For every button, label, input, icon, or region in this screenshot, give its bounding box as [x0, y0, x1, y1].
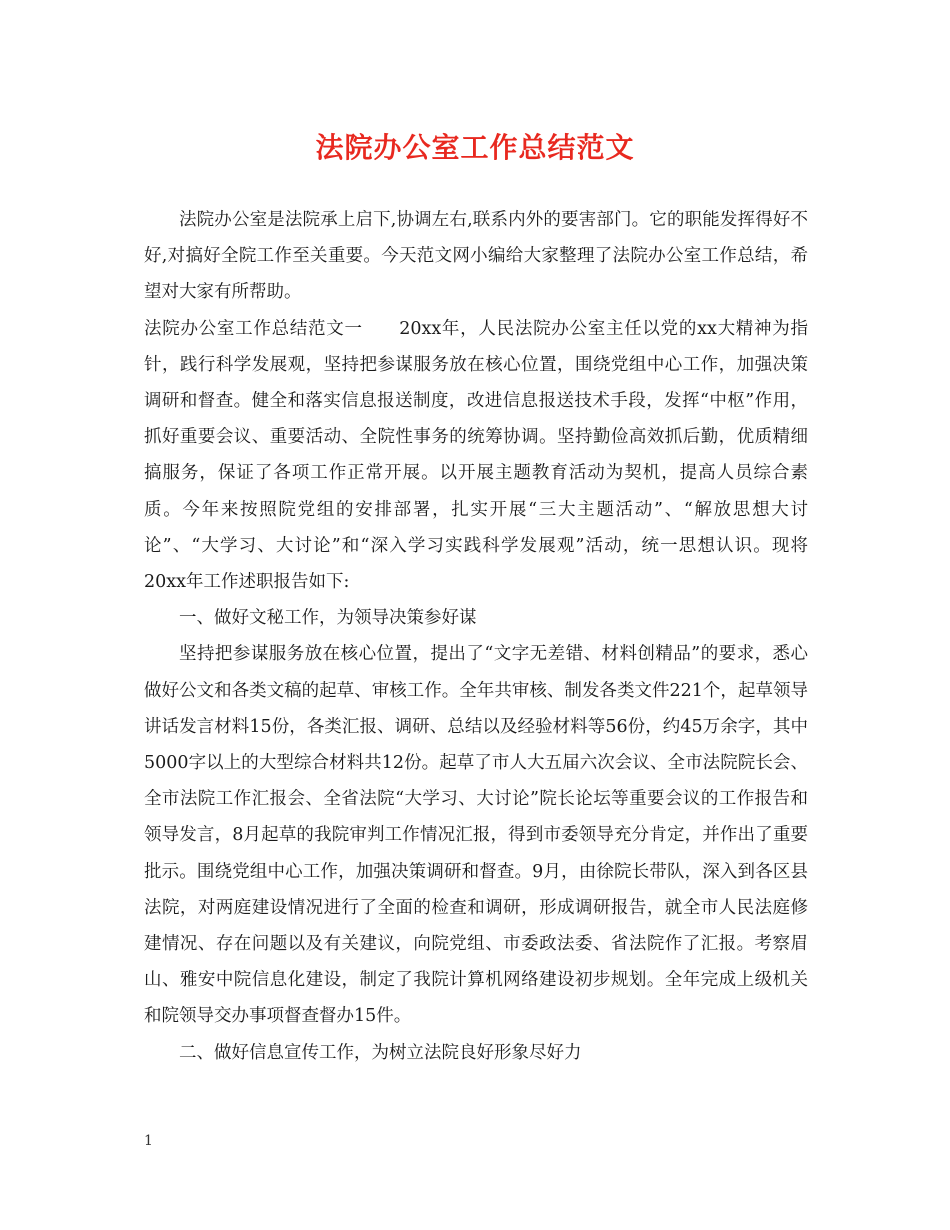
body-paragraph: 坚持把参谋服务放在核心位置，提出了“文字无差错、材料创精品”的要求，悉心做好公文和各类文稿的起草、审核工作。全年共审核、制发各类文件221个，起草领导讲话发言材料15份，各类汇报、调研、总结以及经验材料等56份，约45万余字，其中5000字以上的大型综合材料共12份。起草了市人大五届六次会议、全市法院院长会、全市法院工作汇报会、全省法院“大学习、大讨论”院长论坛等重要会议的工作报告和领导发言，8月起草的我院审判工作情况汇报，得到市委领导充分肯定，并作出了重要批示。围绕党组中心工作，加强决策调研和督查。9月，由徐院长带队，深入到各区县法院，对两庭建设情况进行了全面的检查和调研，形成调研报告，就全市人民法庭修建情况、存在问题以及有关建议，向院党组、市委政法委、省法院作了汇报。考察眉山、雅安中院信息化建设，制定了我院计算机网络建设初步规划。全年完成上级机关和院领导交办事项督查督办15件。	[144, 644, 808, 1027]
page-number: 1	[144, 1133, 153, 1149]
document-body	[144, 202, 808, 1071]
intro-paragraph: 法院办公室是法院承上启下,协调左右,联系内外的要害部门。它的职能发挥得好不好,对搞好全院工作至关重要。今天范文网小编给大家整理了法院办公室工作总结，希望对大家有所帮助。	[144, 210, 808, 303]
document-title: 法院办公室工作总结范文	[315, 131, 635, 164]
heading-two: 二、做好信息宣传工作，为树立法院良好形象尽好力	[179, 1042, 582, 1063]
heading-one: 一、做好文秘工作，为领导决策参好谋	[179, 608, 477, 629]
section-one-paragraph: 法院办公室工作总结范文一 20xx年，人民法院办公室主任以党的xx大精神为指针，践行科学发展观，坚持把参谋服务放在核心位置，围绕党组中心工作，加强决策调研和督查。健全和落实信息报送制度，改进信息报送技术手段，发挥“中枢”作用，抓好重要会议、重要活动、全院性事务的统筹协调。坚持勤俭高效抓后勤，优质精细搞服务，保证了各项工作正常开展。以开展主题教育活动为契机，提高人员综合素质。今年来按照院党组的安排部署，扎实开展“三大主题活动”、“解放思想大讨论”、“大学习、大讨论”和“深入学习实践科学发展观”活动，统一思想认识。现将20xx年工作述职报告如下:	[144, 318, 808, 593]
